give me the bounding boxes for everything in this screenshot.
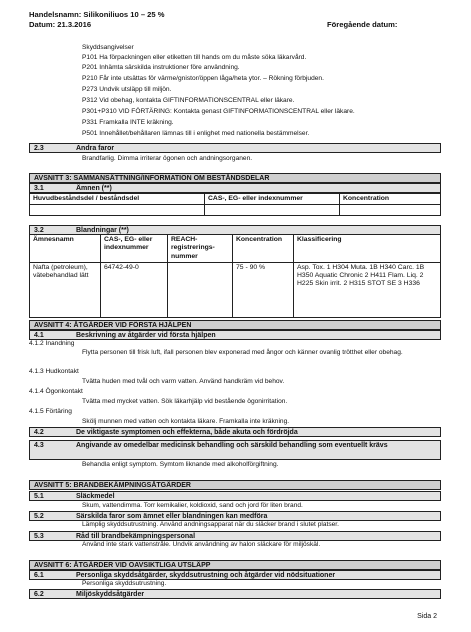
table-header: Koncentration	[233, 235, 294, 263]
precaution-line: P331 Framkalla INTE kräkning.	[82, 119, 174, 126]
precaution-line: P101 Ha förpackningen eller etiketten till hands om du måste söka läkarvård.	[82, 54, 307, 61]
section-4-3-text: Behandla enligt symptom. Symtom liknande med alkoholförgiftning.	[82, 461, 279, 468]
table-cell: Asp. Tox. 1 H304 Muta. 1B H340 Carc. 1B H350 Aquatic Chronic 2 H411 Flam. Liq. 2 H225 Skin irrit. 2 H315 STOT SE 3 H336	[294, 262, 441, 317]
page-number: Sida 2	[417, 613, 437, 620]
inhalation-text: Flytta personen till frisk luft, ifall personen blev exponerad med ångor och känner ovanlig trötthet eller obehag.	[82, 349, 403, 356]
section-3-2-bar: 3.2 Blandningar (**)	[29, 225, 441, 235]
section-5-3-bar: 5.3 Råd till brandbekämpningspersonal	[29, 531, 441, 541]
section-5-2-text: Lämplig skyddsutrustning. Använd andningsapparat när du släcker brand i slutet platser.	[82, 521, 339, 528]
precaution-line: P501 Innehållet/behållaren lämnas till i enlighet med nationella bestämmelser.	[82, 130, 310, 137]
section-3-1-bar: 3.1 Ämnen (**)	[29, 183, 441, 193]
precaution-line: P210 Får inte utsättas för värme/gnistor/öppen låga/heta ytor. – Rökning förbjuden.	[82, 75, 324, 82]
section-4-bar: AVSNITT 4: ÅTGÄRDER VID FÖRSTA HJÄLPEN	[29, 320, 441, 330]
table-header: Klassificering	[294, 235, 441, 263]
document-header	[29, 10, 441, 30]
table-cell	[168, 262, 233, 317]
section-6-1-bar: 6.1 Personliga skyddsåtgärder, skyddsutrustning och åtgärder vid nödsituationer	[29, 570, 441, 580]
table-row	[30, 205, 441, 216]
section-6-1-text: Personliga skyddsutrustning.	[82, 580, 167, 587]
substances-table	[29, 193, 441, 216]
table-header: Koncentration	[340, 194, 441, 205]
ingestion-heading: 4.1.5 Förtäring	[29, 408, 72, 415]
eye-contact-heading: 4.1.4 Ögonkontakt	[29, 388, 83, 395]
section-5-2-bar: 5.2 Särskilda faror som ämnet eller blandningen kan medföra	[29, 511, 441, 521]
ingestion-text: Skölj munnen med vatten och kontakta läkare. Framkalla inte kräkning.	[82, 418, 290, 425]
section-5-1-text: Skum, vattendimma. Torr kemikalier, koldioxid, sand och jord för liten brand.	[82, 502, 303, 509]
table-header-row	[30, 194, 441, 205]
document-date: Datum: 21.3.2016	[29, 20, 92, 29]
table-cell: 64742-49-0	[101, 262, 168, 317]
section-5-1-bar: 5.1 Släckmedel	[29, 491, 441, 501]
precautions-heading: Skyddsangivelser	[82, 44, 134, 51]
section-5-bar: AVSNITT 5: BRANDBEKÄMPNINGSÅTGÄRDER	[29, 480, 441, 490]
table-header: REACH-registrerings-nummer	[168, 235, 233, 263]
precaution-line: P312 Vid obehag, kontakta GIFTINFORMATIONSCENTRAL eller läkare.	[82, 97, 295, 104]
table-header: Ämnesnamn	[30, 235, 101, 263]
precaution-line: P201 Inhämta särskilda instruktioner före användning.	[82, 64, 240, 71]
table-header: CAS-, EG- eller indexnummer	[101, 235, 168, 263]
section-4-3-bar: 4.3 Angivande av omedelbar medicinsk behandling och särskild behandling som eventuellt krävs	[29, 440, 441, 460]
section-2-3-bar: 2.3 Andra faror	[29, 143, 441, 153]
inhalation-heading: 4.1.2 Inandning	[29, 340, 75, 347]
section-4-1-bar: 4.1 Beskrivning av åtgärder vid första hjälpen	[29, 330, 441, 340]
section-4-2-bar: 4.2 De viktigaste symptomen och effekterna, både akuta och fördröjda	[29, 427, 441, 437]
precaution-line: P273 Undvik utsläpp till miljön.	[82, 86, 172, 93]
table-header: Huvudbeståndsdel / beståndsdel	[30, 194, 205, 205]
mixtures-table	[29, 234, 441, 318]
section-3-bar: AVSNITT 3: SAMMANSÄTTNING/INFORMATION OM BESTÅNDSDELAR	[29, 173, 441, 183]
section-5-3-text: Använd inte stark vattenstråle. Undvik användning av halon släckare för miljöskäl.	[82, 541, 321, 548]
skin-contact-heading: 4.1.3 Hudkontakt	[29, 368, 79, 375]
section-6-bar: AVSNITT 6: ÅTGÄRDER VID OAVSIKTLIGA UTSLÄPP	[29, 560, 441, 570]
table-row	[30, 262, 441, 317]
eye-contact-text: Tvätta med mycket vatten. Sök läkarhjälp vid bestående ögonirritation.	[82, 398, 288, 405]
section-2-3-text: Brandfarlig. Dimma irriterar ögonen och andningsorganen.	[82, 155, 253, 162]
section-6-2-bar: 6.2 Miljöskyddsåtgärder	[29, 589, 441, 599]
table-cell: 75 - 90 %	[233, 262, 294, 317]
table-header-row	[30, 235, 441, 263]
trade-name: Handelsnamn: Silikoniliuos 10 – 25 %	[29, 10, 165, 19]
table-header: CAS-, EG- eller indexnummer	[205, 194, 340, 205]
skin-contact-text: Tvätta huden med tvål och varm vatten. Använd handkräm vid behov.	[82, 378, 285, 385]
precaution-line: P301+P310 VID FÖRTÄRING: Kontakta genast GIFTINFORMATIONSCENTRAL eller läkare.	[82, 108, 355, 115]
table-cell: Nafta (petroleum), vätebehandlad lätt	[30, 262, 101, 317]
previous-date: Föregående datum:	[327, 20, 398, 29]
